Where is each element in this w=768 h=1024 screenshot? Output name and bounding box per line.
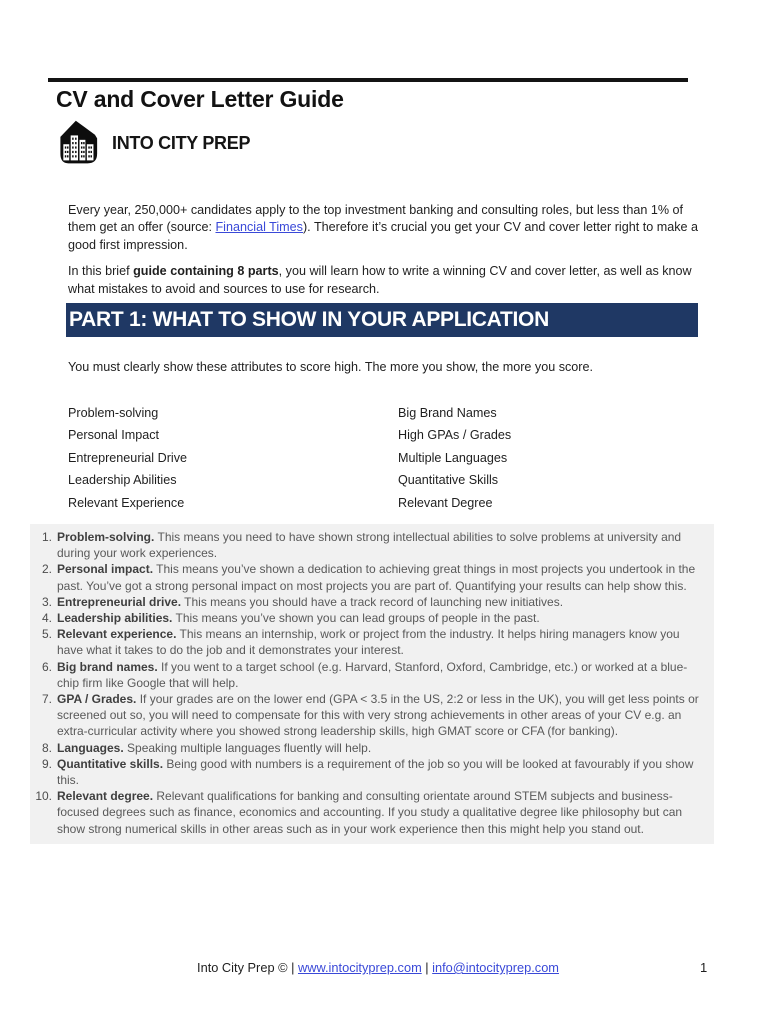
list-item-body: If your grades are on the lower end (GPA < 3.5 in the US, 2:2 or less in the UK), you will get less points or screened out so, you will need to compensate for this with very strong achievements in other areas of your CV e.g. an extra-curricular activity where you showed strong leadership skills, high GMAT score or CFA (for banking). [57, 692, 699, 739]
list-item-body: This means you should have a track record of launching new initiatives. [184, 594, 564, 609]
attributes-column-right [398, 402, 511, 514]
attributes-column-left [68, 402, 398, 514]
list-item-lead: Entrepreneurial drive. [57, 594, 182, 609]
list-item-text [57, 691, 706, 740]
list-item-lead: Relevant degree. [57, 789, 154, 804]
list-item-lead: Leadership abilities. [57, 611, 173, 626]
list-item-text [57, 659, 706, 691]
brand-name: INTO CITY PREP [112, 133, 251, 153]
part1-intro-sentence: You must clearly show these attributes to score high. The more you show, the more you score. [68, 360, 594, 374]
city-buildings-icon [56, 120, 103, 167]
list-item-text [57, 626, 706, 658]
page-title: CV and Cover Letter Guide [56, 86, 344, 112]
financial-times-link[interactable]: Financial Times [215, 220, 303, 235]
list-item-number: 1. [41, 530, 52, 544]
list-item-body: This means you’ve shown you can lead groups of people in the past. [175, 611, 540, 626]
list-item-body: Being good with numbers is a requirement of the job so you will be looked at favourably if you show this. [57, 756, 694, 788]
list-item-number: 2. [41, 562, 52, 577]
list-item-lead: Personal impact. [57, 562, 154, 577]
intro-section [68, 202, 709, 307]
list-item-number: 8. [41, 740, 52, 755]
page-footer [48, 960, 708, 975]
list-item-body: This means you need to have shown strong intellectual abilities to solve problems at university and during your work experiences. [57, 530, 682, 561]
list-item-number: 6. [41, 659, 52, 674]
list-item-text [57, 594, 706, 610]
list-item [32, 691, 706, 740]
list-item-text [57, 529, 706, 561]
list-item-text [57, 740, 706, 756]
intro-p2-text-after: , you will learn how to write a winning CV and cover letter, as well as know what mistakes to avoid and sources to use for research. [68, 264, 692, 296]
intro-p1-text-after: ). Therefore it’s crucial you get your CV and cover letter right to make a good first impression. [68, 220, 699, 252]
attribute-item: Multiple Languages [398, 450, 508, 465]
list-item-text [57, 788, 706, 837]
list-item [32, 610, 706, 626]
intro-p2-bold: guide containing 8 parts [133, 264, 279, 279]
list-item-body: Speaking multiple languages fluently will help. [127, 740, 372, 755]
part1-heading-banner: PART 1: WHAT TO SHOW IN YOUR APPLICATION [66, 303, 698, 337]
list-item [32, 788, 706, 837]
list-item-text [57, 756, 706, 788]
attribute-item: Personal Impact [68, 428, 159, 443]
attribute-item: Quantitative Skills [398, 473, 499, 488]
brand-logo [56, 120, 250, 167]
attribute-item: Big Brand Names [398, 406, 497, 420]
list-item [32, 740, 706, 756]
list-item-body: This means an internship, work or project from the industry. It helps hiring managers know you have what it takes to do the job and it demonstrates your interest. [57, 627, 680, 658]
list-item-text [57, 610, 706, 626]
list-item [32, 626, 706, 658]
list-item-number: 9. [41, 756, 52, 771]
attributes-columns [68, 402, 709, 514]
list-item-body: Relevant qualifications for banking and consulting orientate around STEM subjects and business-focused degrees such as finance, economics and accounting. If you study a qualitative degree like philosophy but can show strong numerical skills in other areas such as in your work experience then this might help you stand out. [57, 789, 683, 836]
attribute-item: Relevant Degree [398, 495, 493, 510]
footer-email-link[interactable]: info@intocityprep.com [432, 960, 559, 975]
list-item-number: 3. [41, 594, 52, 609]
attribute-item: Entrepreneurial Drive [68, 450, 187, 465]
attribute-item: Leadership Abilities [68, 473, 177, 488]
list-item-lead: Relevant experience. [57, 627, 177, 642]
list-item-number: 10. [35, 789, 52, 804]
page-number: 1 [700, 960, 708, 975]
list-item [32, 659, 706, 691]
intro-paragraph-2 [68, 263, 709, 298]
intro-p1-text-before: Every year, 250,000+ candidates apply to the top investment banking and consulting roles, but less than 1% of them get an offer (source: [68, 203, 684, 235]
list-item-lead: Quantitative skills. [57, 756, 164, 771]
list-item-lead: Big brand names. [57, 659, 158, 674]
footer-brand-text: Into City Prep © | [197, 960, 298, 975]
list-item [32, 594, 706, 610]
list-item [32, 529, 706, 561]
title-rule [48, 78, 688, 82]
footer-separator: | [421, 960, 433, 975]
footer-website-link[interactable]: www.intocityprep.com [297, 960, 422, 975]
intro-paragraph-1 [68, 202, 709, 254]
list-item-number: 7. [41, 692, 52, 707]
attributes-detail-list [30, 524, 714, 844]
attribute-item: Problem-solving [68, 406, 159, 420]
list-item [32, 561, 706, 593]
attribute-item: High GPAs / Grades [398, 428, 512, 443]
list-item-lead: Problem-solving. [57, 530, 155, 544]
list-item-body: This means you’ve shown a dedication to achieving great things in most projects you undertook in the past. You’ve got a strong personal impact on most projects you are part of. Quantifying your results can help show this. [57, 562, 696, 593]
list-item-lead: GPA / Grades. [57, 692, 137, 707]
intro-p2-text-before: In this brief [68, 264, 134, 279]
list-item-number: 4. [41, 611, 52, 626]
list-item-number: 5. [41, 627, 52, 642]
list-item-body: If you went to a target school (e.g. Harvard, Stanford, Oxford, Cambridge, etc.) or worked at a blue-chip firm like Google that will help. [57, 659, 688, 690]
list-item-lead: Languages. [57, 740, 124, 755]
list-item-text [57, 561, 706, 593]
list-item [32, 756, 706, 788]
attribute-item: Relevant Experience [68, 495, 185, 510]
